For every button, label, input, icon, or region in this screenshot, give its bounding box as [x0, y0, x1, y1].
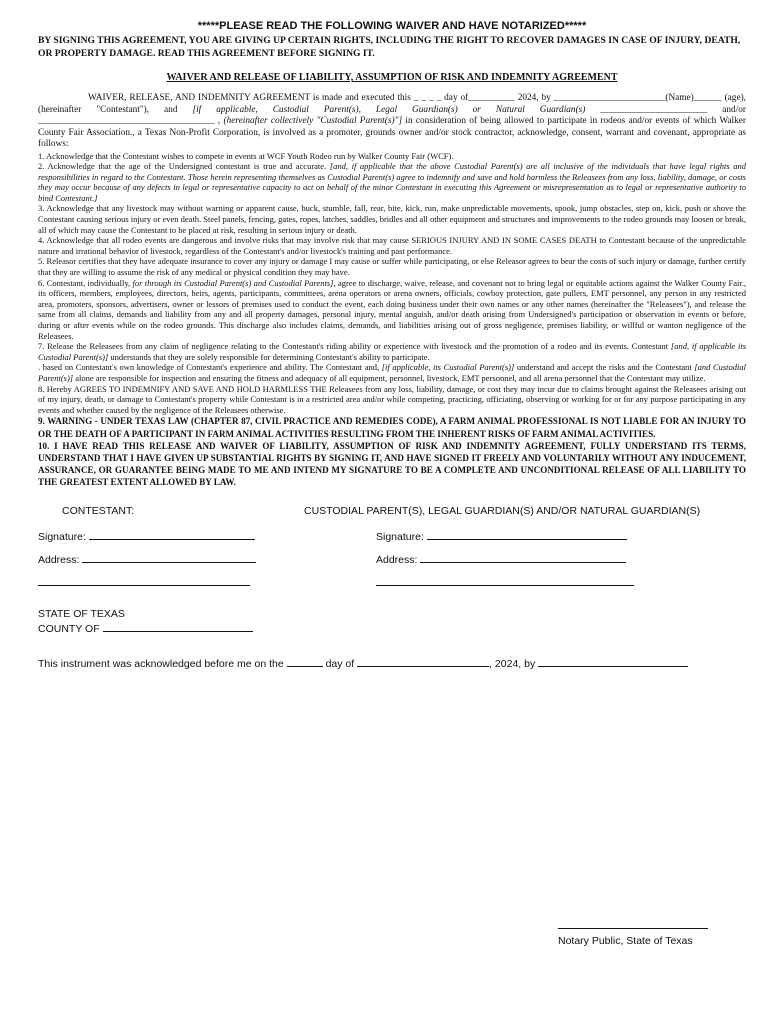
clause-1: 1. Acknowledge that the Contestant wishes to compete in events at WCF Youth Rodeo run by Walker County Fair (WCF). — [38, 150, 454, 161]
notary-block — [38, 608, 746, 636]
guardian-address-field[interactable] — [420, 552, 626, 563]
signature-label: Signature: — [376, 530, 424, 543]
notary-state: STATE OF TEXAS — [38, 607, 125, 620]
guardian-column — [288, 505, 746, 598]
ack-month-field[interactable] — [357, 656, 489, 667]
guardian-signature-row — [288, 529, 746, 552]
contestant-address-row — [38, 552, 288, 575]
guardian-address-row-2 — [288, 575, 746, 598]
clause-7-continued — [38, 362, 746, 383]
contestant-address-row-2 — [38, 575, 288, 598]
clause-6 — [38, 278, 746, 342]
intro-blank-names: _______________________ and/or ______________________________________ , — [38, 104, 746, 126]
clause-7-h: alone are responsible for inspection and ensuring the fitness and adequacy of all equipment, personnel, livestock, EMT personnel, and all arena personnel that the Contestant may utilize. — [75, 372, 706, 383]
clause-6-a: 6. Contestant, individually, — [38, 277, 131, 288]
intro-paragraph — [38, 93, 746, 151]
ack-name-field[interactable] — [538, 656, 688, 667]
guardian-address-field-2[interactable] — [376, 575, 634, 586]
intro-text-e: in consideration of being allowed to participate in rodeos and/or events of which Walker County Fair Association., a Texas Non-Profit Corporation, is involved as a promoter, grounds owner and/or stock contractor, acknowledge, consent, warrant and covenant, appropriate as follows: — [38, 116, 747, 149]
clause-2 — [38, 161, 746, 203]
clause-7-b: [and, if applicable its Custodial Parent(s)] — [38, 341, 746, 362]
contestant-address-field-2[interactable] — [38, 575, 250, 586]
notary-county-row — [38, 621, 746, 636]
clause-7-d: . based on Contestant's own knowledge of Contestant's experience and ability. The Contestant and, — [38, 362, 380, 373]
address-label: Address: — [376, 553, 418, 566]
ack-text-c: , 2024, by — [489, 657, 536, 670]
ack-text-b: day of — [325, 657, 355, 670]
contestant-heading: CONTESTANT: — [62, 504, 135, 517]
acknowledgement-line — [38, 656, 746, 670]
clause-2-guardian: [and, if applicable that the above Custodial Parent(s) are all inclusive of the individuals that have legal rights and responsibilities in regard to the Contestant. Those herein representing themselves as Custodial Parent(s) agree to indemnify and save and hold harmless the Releasees from any loss, liability, damage, or costs they may occur because of any defects in legal or representative capacity to act on behalf of the minor Contestant in executing this Agreement or misrepresentation as to legal or representative authority to bind Contestant.] — [38, 161, 746, 203]
intro-guardian-clause: [if applicable, Custodial Parent(s), Legal Guardian(s) or Natural Guardian(s) — [192, 104, 586, 115]
clause-2-text: 2. Acknowledge that the age of the Undersigned contestant is true and accurate. — [38, 161, 327, 172]
guardian-address-row — [288, 552, 746, 575]
ack-day-field[interactable] — [287, 656, 323, 667]
address-label: Address: — [38, 553, 80, 566]
clause-7-c: understands that they are solely responsible for determining Contestant's ability to participate. — [110, 351, 430, 362]
contestant-signature-field[interactable] — [89, 529, 255, 540]
clause-7-e: [if applicable, its Custodial Parent(s)] — [381, 362, 515, 373]
guardian-signature-field[interactable] — [427, 529, 627, 540]
notary-signature — [558, 918, 708, 947]
intro-text-a: WAIVER, RELEASE, AND INDEMNITY AGREEMENT is made and executed this _ _ _ _ day of__________ 2024, by ________________________(Name)______ (age), (hereinafter "Contestant"), and — [38, 93, 746, 115]
signature-section — [38, 505, 746, 598]
document-title: *****PLEASE READ THE FOLLOWING WAIVER AND HAVE NOTARIZED***** — [197, 20, 587, 32]
clause-9-warning: 9. WARNING - UNDER TEXAS LAW (CHAPTER 87, CIVIL PRACTICE AND REMEDIES CODE), A FARM ANIMAL PROFESSIONAL IS NOT LIABLE FOR AN INJURY TO OR THE DEATH OF A PARTICIPANT IN FARM ANIMAL ACTIVITIES RESULTING FROM THE INHERENT RISKS OF FARM ANIMAL ACTIVITIES. — [38, 416, 746, 439]
ack-text-a: This instrument was acknowledged before me on the — [38, 657, 284, 670]
contestant-column — [38, 505, 288, 598]
signature-label: Signature: — [38, 530, 86, 543]
county-field[interactable] — [103, 621, 253, 632]
intro-hereinafter: (hereinafter collectively "Custodial Parent(s)"] — [223, 116, 403, 126]
contestant-signature-row — [38, 529, 288, 552]
clause-7-a: 7. Release the Releasees from any claim of negligence relating to the Contestant's riding ability or experience with livestock and the promotion of a rodeo and its events. Contestant — [38, 341, 669, 352]
clause-6-b: for through its Custodial Parent(s) and Custodial Parents], — [132, 277, 336, 288]
contestant-address-field[interactable] — [82, 552, 256, 563]
notary-county: COUNTY OF — [38, 622, 100, 635]
agreement-title: WAIVER AND RELEASE OF LIABILITY, ASSUMPTION OF RISK AND INDEMNITY AGREEMENT — [166, 72, 618, 83]
clause-3: 3. Acknowledge that any livestock may without warning or apparent cause, buck, stumble, fall, rear, bite, kick, run, make unpredictable movements, spook, jump obstacles, step on, kick, push or shove the Contestant causing serious injury or even death. Steel panels, fencing, gates, ropes, latches, saddles, bridles and all other equipment and structures and improvements to the rodeo grounds may loosen or break, all of which may cause the Contestant to be placed at risk, resulting in serious injury or death. — [38, 203, 746, 235]
guardian-heading: CUSTODIAL PARENT(S), LEGAL GUARDIAN(S) AND/OR NATURAL GUARDIAN(S) — [304, 504, 701, 517]
clause-7 — [38, 341, 746, 362]
clause-4: 4. Acknowledge that all rodeo events are dangerous and involve risks that may involve risk that may cause SERIOUS INJURY AND IN SOME CASES DEATH to Contestant because of the unpredictable nature and irrational behavior of livestock, regardless of the Contestant's and/or livestock's training and past performance. — [38, 235, 746, 256]
clause-7-f: understand and accept the risks and the Contestant — [516, 362, 692, 373]
clause-8: 8. Hereby AGREES TO INDEMNIFY AND SAVE AND HOLD HARMLESS THE Releasees from any loss, liability, damage, or cost they may incur due to claims brought against the Releasees arising out of my injury, death, or damage to Contestant's property while Contestant is in a restricted area and/or while competing, practicing, officiating, observing or working for or for any purpose participating in any events and whether caused by the negligence of the Releasees otherwise. — [38, 383, 746, 415]
clause-5: 5. Releasor certifies that they have adequate insurance to cover any injury or damage I may cause or suffer while participating, or else Releasor agrees to bear the costs of such injury or damage, further certify that they are willing to assume the risk of any medical or physical condition they may have. — [38, 256, 746, 278]
clause-10-acknowledgement: 10. I HAVE READ THIS RELEASE AND WAIVER OF LIABILITY, ASSUMPTION OF RISK AND INDEMNITY AGREEMENT, FULLY UNDERSTAND ITS TERMS, UNDERSTAND THAT I HAVE GIVEN UP SUBSTANTIAL RIGHTS BY SIGNING IT, AND HAVE SIGNED IT FREELY AND VOLUNTARILY WITHOUT ANY INDUCEMENT, ASSURANCE, OR GUARANTEE BEING MADE TO ME AND INTEND MY SIGNATURE TO BE A COMPLETE AND UNCONDITIONAL RELEASE OF ALL LIABILITY TO THE GREATEST EXTENT ALLOWED BY LAW. — [38, 440, 746, 488]
notary-signature-field[interactable] — [558, 918, 708, 929]
rights-warning: BY SIGNING THIS AGREEMENT, YOU ARE GIVING UP CERTAIN RIGHTS, INCLUDING THE RIGHT TO RECOVER DAMAGES IN CASE OF INJURY, DEATH, OR PROPERTY DAMAGE. READ THIS AGREEMENT BEFORE SIGNING IT. — [38, 35, 741, 59]
clause-7-g: [and Custodial Parent(s)] — [38, 362, 747, 383]
clause-6-c: agree to discharge, waive, release, and covenant not to bring legal or equitable actions against the Walker County Fair., its officers, members, employees, directors, heirs, agents, participants, committees, arena operators or arena owners, officials, cowboy protection, gate pullers, EMT personnel, any person in any restricted area, promoters, sponsors, advertisers, owner or lessors of premises used to conduct the event, each doing business under their own names or any other names (hereinafter the "Releasees"), and release the same from all claims, demands and liability from any and all property damages, personal injury, mental anguish, and/or death arising from Undersigned's participation or observation in events or before, during or after events while on the rodeo grounds. This discharge also includes claims, demands, and liabilities arising out of gross negligence, premises liability, or willful or wanton negligence of the Releasees. — [38, 277, 747, 341]
notary-public-label: Notary Public, State of Texas — [558, 935, 693, 947]
